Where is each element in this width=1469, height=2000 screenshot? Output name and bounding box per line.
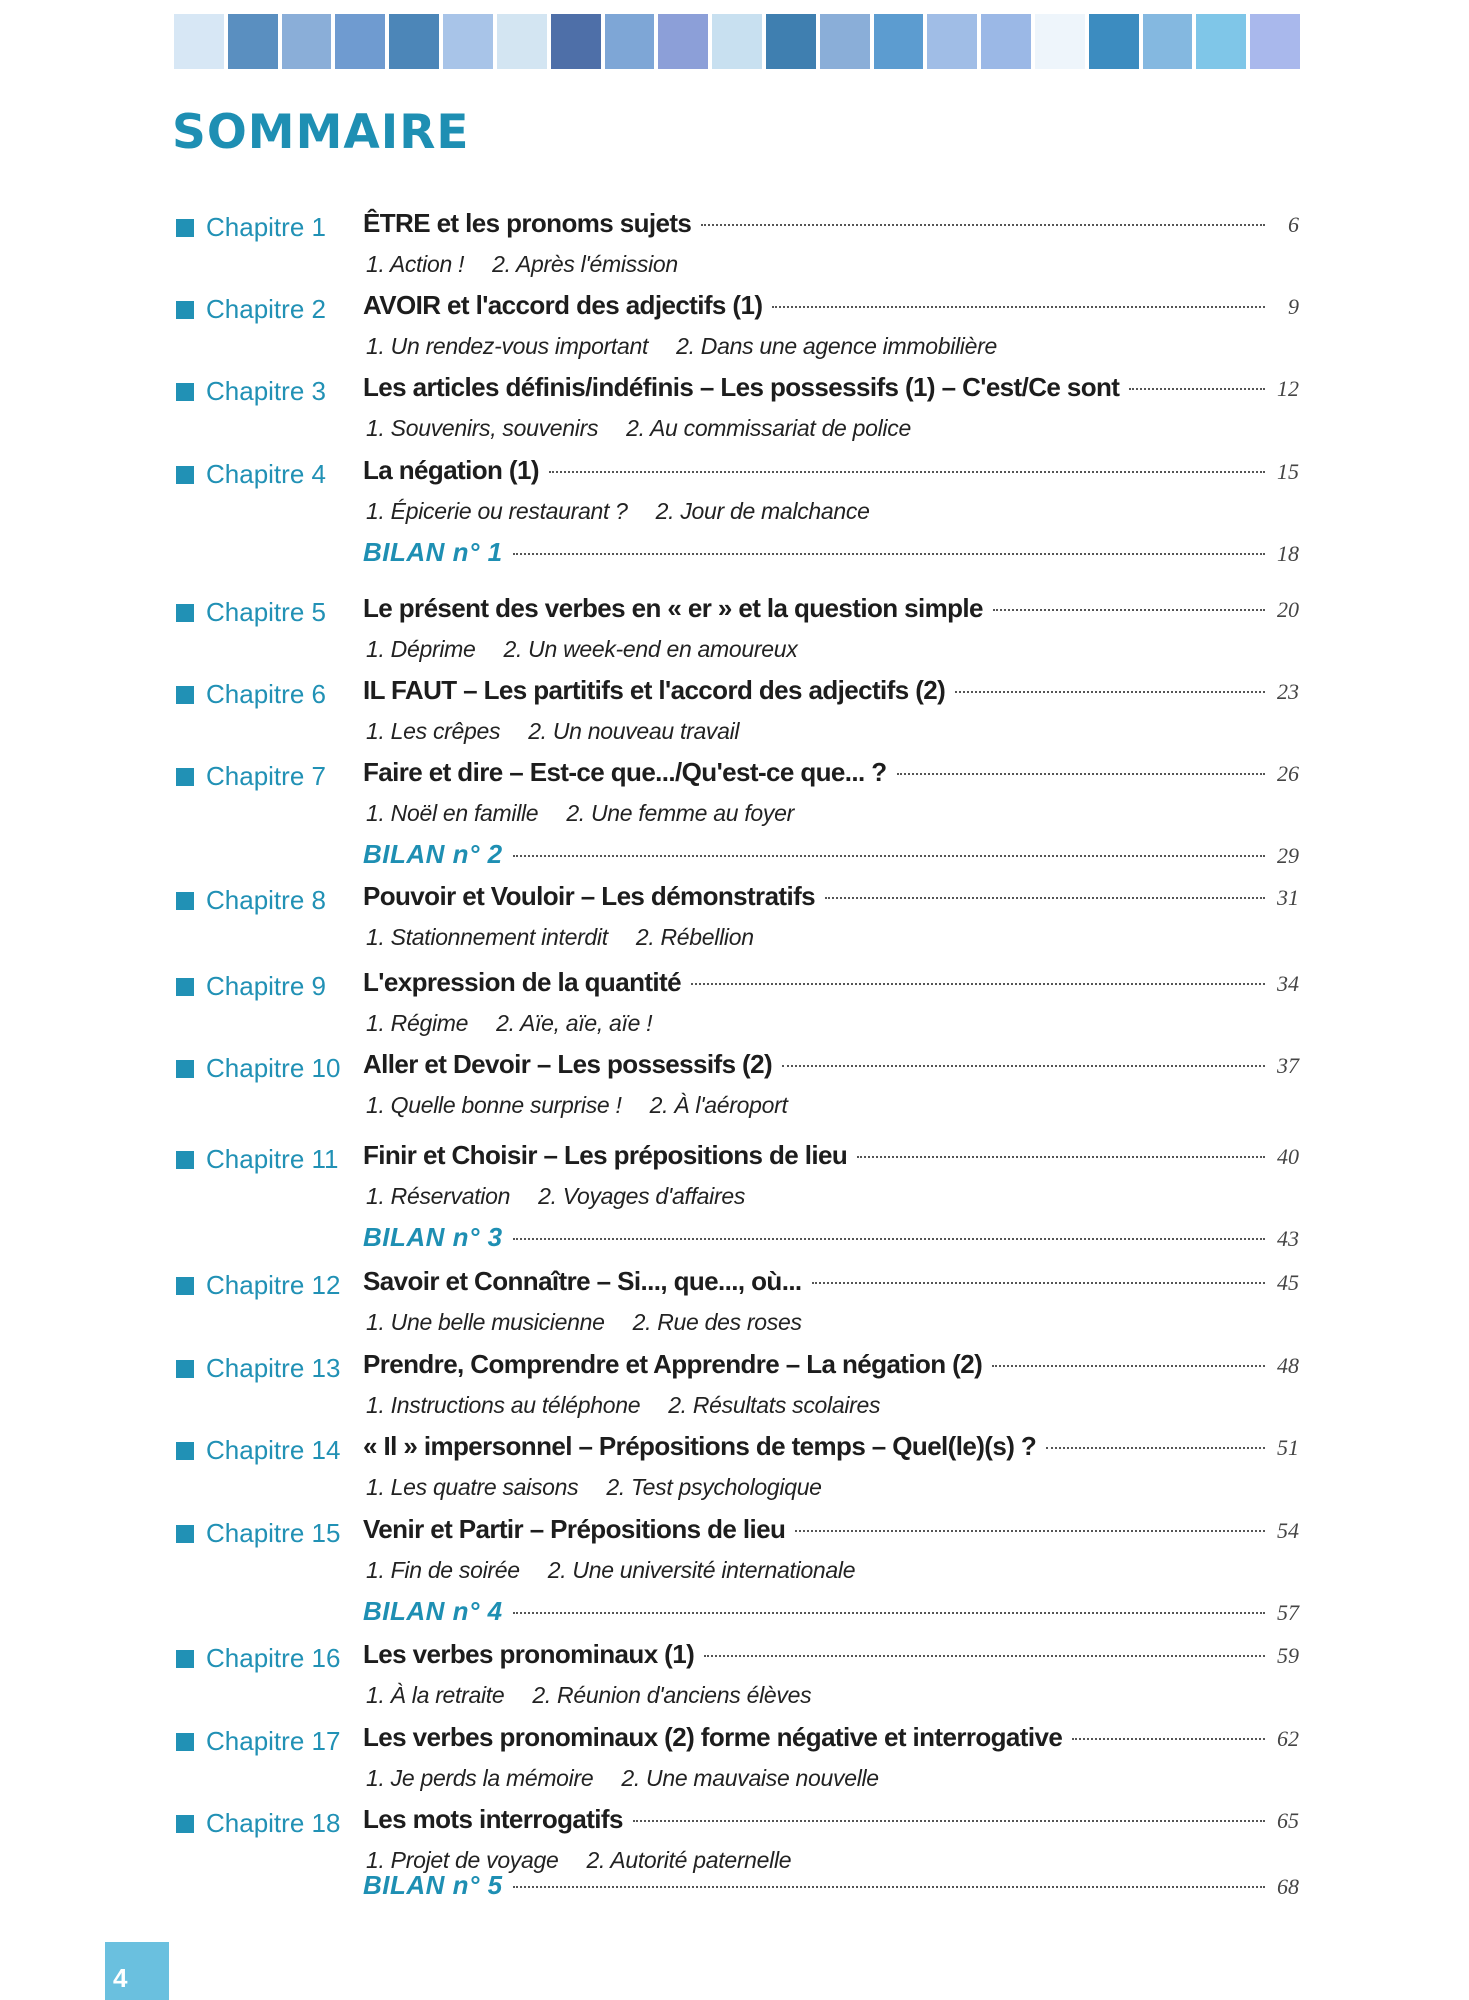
chapter-label bbox=[176, 1643, 340, 1674]
toc-chapter-row bbox=[0, 290, 1469, 330]
header-square bbox=[282, 14, 332, 69]
toc-entry bbox=[363, 1514, 1299, 1545]
section-item: 2. Une femme au foyer bbox=[566, 800, 794, 826]
square-bullet-icon bbox=[176, 1525, 194, 1543]
chapter-title: Faire et dire – Est-ce que.../Qu'est-ce que... ? bbox=[363, 757, 887, 787]
section-item: 1. Régime bbox=[366, 1010, 469, 1036]
toc-chapter-row bbox=[0, 1722, 1469, 1762]
chapter-title: Les verbes pronominaux (2) forme négative et interrogative bbox=[363, 1722, 1063, 1752]
section-item: 1. Stationnement interdit bbox=[366, 924, 608, 950]
page-ref: 51 bbox=[1277, 1435, 1299, 1460]
dot-leader bbox=[955, 691, 1265, 693]
square-bullet-icon bbox=[176, 1442, 194, 1460]
page-ref: 40 bbox=[1277, 1144, 1299, 1169]
chapter-number: Chapitre 11 bbox=[206, 1144, 339, 1174]
page-ref: 31 bbox=[1277, 885, 1299, 910]
dot-leader bbox=[992, 1365, 1265, 1367]
toc-entry bbox=[363, 1140, 1299, 1171]
dot-leader bbox=[704, 1655, 1265, 1657]
chapter-number: Chapitre 15 bbox=[206, 1518, 341, 1548]
chapter-number: Chapitre 16 bbox=[206, 1643, 341, 1673]
section-item: 1. Les crêpes bbox=[366, 718, 501, 744]
toc-entry bbox=[363, 1870, 1299, 1901]
toc-entry bbox=[363, 1266, 1299, 1297]
square-bullet-icon bbox=[176, 604, 194, 622]
chapter-label bbox=[176, 459, 326, 490]
dot-leader bbox=[812, 1282, 1265, 1284]
page-ref: 54 bbox=[1277, 1518, 1299, 1543]
header-square bbox=[551, 14, 601, 69]
toc-entry bbox=[363, 372, 1299, 403]
page-ref: 43 bbox=[1277, 1226, 1299, 1251]
bilan-title: BILAN n° 1 bbox=[363, 537, 503, 567]
chapter-label bbox=[176, 1353, 340, 1384]
page-ref: 12 bbox=[1277, 376, 1299, 401]
chapter-label bbox=[176, 1726, 340, 1757]
toc-entry bbox=[363, 1049, 1299, 1080]
toc-entry bbox=[363, 881, 1299, 912]
chapter-sections bbox=[366, 415, 939, 442]
chapter-number: Chapitre 14 bbox=[206, 1435, 341, 1465]
chapter-sections bbox=[366, 498, 898, 525]
dot-leader bbox=[513, 1238, 1265, 1240]
header-color-bar bbox=[174, 14, 1300, 69]
chapter-title: Prendre, Comprendre et Apprendre – La négation (2) bbox=[363, 1349, 983, 1379]
toc-bilan-row bbox=[0, 1596, 1469, 1636]
toc-chapter-row bbox=[0, 1804, 1469, 1844]
chapter-title: L'expression de la quantité bbox=[363, 967, 681, 997]
square-bullet-icon bbox=[176, 686, 194, 704]
chapter-number: Chapitre 13 bbox=[206, 1353, 341, 1383]
square-bullet-icon bbox=[176, 1151, 194, 1169]
header-square bbox=[766, 14, 816, 69]
section-item: 2. Une mauvaise nouvelle bbox=[621, 1765, 879, 1791]
square-bullet-icon bbox=[176, 978, 194, 996]
dot-leader bbox=[513, 553, 1265, 555]
header-square bbox=[335, 14, 385, 69]
chapter-title: ÊTRE et les pronoms sujets bbox=[363, 208, 692, 238]
chapter-title: Les mots interrogatifs bbox=[363, 1804, 623, 1834]
chapter-sections bbox=[366, 1183, 773, 1210]
toc-chapter-row bbox=[0, 1349, 1469, 1389]
square-bullet-icon bbox=[176, 1060, 194, 1078]
section-item: 2. Aïe, aïe, aïe ! bbox=[496, 1010, 653, 1036]
page-ref: 34 bbox=[1277, 971, 1299, 996]
toc-chapter-row bbox=[0, 675, 1469, 715]
section-item: 1. Je perds la mémoire bbox=[366, 1765, 594, 1791]
chapter-title: AVOIR et l'accord des adjectifs (1) bbox=[363, 290, 763, 320]
header-square bbox=[1250, 14, 1300, 69]
page-ref: 20 bbox=[1277, 597, 1299, 622]
chapter-label bbox=[176, 971, 326, 1002]
page-ref: 6 bbox=[1288, 212, 1299, 237]
chapter-label bbox=[176, 1808, 340, 1839]
page-ref: 68 bbox=[1277, 1874, 1299, 1899]
chapter-label bbox=[176, 1518, 340, 1549]
section-item: 1. Déprime bbox=[366, 636, 476, 662]
section-item: 1. Un rendez-vous important bbox=[366, 333, 649, 359]
dot-leader bbox=[782, 1065, 1265, 1067]
chapter-label bbox=[176, 212, 326, 243]
bilan-title: BILAN n° 3 bbox=[363, 1222, 503, 1252]
chapter-title: Pouvoir et Vouloir – Les démonstratifs bbox=[363, 881, 816, 911]
chapter-label bbox=[176, 885, 326, 916]
chapter-label bbox=[176, 761, 326, 792]
header-square bbox=[820, 14, 870, 69]
section-item: 2. Dans une agence immobilière bbox=[676, 333, 997, 359]
section-item: 1. Souvenirs, souvenirs bbox=[366, 415, 599, 441]
chapter-sections bbox=[366, 1010, 680, 1037]
header-square bbox=[658, 14, 708, 69]
page-ref: 37 bbox=[1277, 1053, 1299, 1078]
section-item: 2. Autorité paternelle bbox=[586, 1847, 792, 1873]
header-square bbox=[1035, 14, 1085, 69]
toc-bilan-row bbox=[0, 537, 1469, 577]
page-ref: 57 bbox=[1277, 1600, 1299, 1625]
section-item: 1. Une belle musicienne bbox=[366, 1309, 605, 1335]
section-item: 2. Test psychologique bbox=[606, 1474, 822, 1500]
header-square bbox=[1089, 14, 1139, 69]
toc-entry bbox=[363, 1222, 1299, 1253]
dot-leader bbox=[513, 855, 1265, 857]
section-item: 2. Au commissariat de police bbox=[626, 415, 911, 441]
toc-chapter-row bbox=[0, 593, 1469, 633]
header-square bbox=[174, 14, 224, 69]
chapter-number: Chapitre 10 bbox=[206, 1053, 341, 1083]
chapter-sections bbox=[366, 1392, 908, 1419]
toc-bilan-row bbox=[0, 1222, 1469, 1262]
page-ref: 29 bbox=[1277, 843, 1299, 868]
chapter-title: « Il » impersonnel – Prépositions de temps – Quel(le)(s) ? bbox=[363, 1431, 1037, 1461]
toc-entry bbox=[363, 1722, 1299, 1753]
chapter-label bbox=[176, 679, 326, 710]
chapter-number: Chapitre 3 bbox=[206, 376, 326, 406]
square-bullet-icon bbox=[176, 1733, 194, 1751]
chapter-number: Chapitre 4 bbox=[206, 459, 326, 489]
page-ref: 45 bbox=[1277, 1270, 1299, 1295]
bilan-title: BILAN n° 5 bbox=[363, 1870, 503, 1900]
section-item: 1. À la retraite bbox=[366, 1682, 505, 1708]
toc-entry bbox=[363, 1596, 1299, 1627]
toc-entry bbox=[363, 1349, 1299, 1380]
toc-entry bbox=[363, 290, 1299, 321]
chapter-title: Savoir et Connaître – Si..., que..., où... bbox=[363, 1266, 802, 1296]
chapter-label bbox=[176, 597, 326, 628]
header-square bbox=[497, 14, 547, 69]
page-title: SOMMAIRE bbox=[172, 105, 470, 160]
dot-leader bbox=[1072, 1738, 1265, 1740]
toc-bilan-row bbox=[0, 839, 1469, 879]
chapter-label bbox=[176, 376, 326, 407]
section-item: 1. Les quatre saisons bbox=[366, 1474, 579, 1500]
toc-chapter-row bbox=[0, 1431, 1469, 1471]
square-bullet-icon bbox=[176, 383, 194, 401]
chapter-sections bbox=[366, 718, 767, 745]
square-bullet-icon bbox=[176, 219, 194, 237]
chapter-number: Chapitre 17 bbox=[206, 1726, 341, 1756]
dot-leader bbox=[772, 306, 1265, 308]
header-square bbox=[1196, 14, 1246, 69]
header-square bbox=[927, 14, 977, 69]
chapter-sections bbox=[366, 251, 706, 278]
dot-leader bbox=[1129, 388, 1265, 390]
dot-leader bbox=[795, 1530, 1265, 1532]
page-ref: 15 bbox=[1277, 459, 1299, 484]
page-ref: 65 bbox=[1277, 1808, 1299, 1833]
toc-entry bbox=[363, 455, 1299, 486]
dot-leader bbox=[549, 471, 1265, 473]
section-item: 2. Un nouveau travail bbox=[528, 718, 740, 744]
chapter-sections bbox=[366, 800, 822, 827]
header-square bbox=[443, 14, 493, 69]
section-item: 2. Rue des roses bbox=[632, 1309, 802, 1335]
chapter-label bbox=[176, 294, 326, 325]
chapter-number: Chapitre 5 bbox=[206, 597, 326, 627]
square-bullet-icon bbox=[176, 466, 194, 484]
toc-bilan-row bbox=[0, 1870, 1469, 1910]
dot-leader bbox=[897, 773, 1265, 775]
section-item: 2. Résultats scolaires bbox=[668, 1392, 881, 1418]
toc-entry bbox=[363, 757, 1299, 788]
page-ref: 23 bbox=[1277, 679, 1299, 704]
page-ref: 9 bbox=[1288, 294, 1299, 319]
toc-entry bbox=[363, 593, 1299, 624]
page-ref: 48 bbox=[1277, 1353, 1299, 1378]
toc-entry bbox=[363, 967, 1299, 998]
chapter-label bbox=[176, 1053, 340, 1084]
square-bullet-icon bbox=[176, 1650, 194, 1668]
chapter-title: Finir et Choisir – Les prépositions de lieu bbox=[363, 1140, 848, 1170]
section-item: 2. Voyages d'affaires bbox=[538, 1183, 746, 1209]
toc-entry bbox=[363, 537, 1299, 568]
header-square bbox=[1143, 14, 1193, 69]
toc-chapter-row bbox=[0, 372, 1469, 412]
dot-leader bbox=[993, 609, 1265, 611]
toc-entry bbox=[363, 208, 1299, 239]
dot-leader bbox=[513, 1612, 1265, 1614]
toc-entry bbox=[363, 675, 1299, 706]
chapter-sections bbox=[366, 1765, 907, 1792]
chapter-sections bbox=[366, 1557, 883, 1584]
toc-chapter-row bbox=[0, 967, 1469, 1007]
chapter-title: Venir et Partir – Prépositions de lieu bbox=[363, 1514, 786, 1544]
chapter-title: Aller et Devoir – Les possessifs (2) bbox=[363, 1049, 773, 1079]
bilan-title: BILAN n° 4 bbox=[363, 1596, 503, 1626]
toc-chapter-row bbox=[0, 1639, 1469, 1679]
section-item: 2. Réunion d'anciens élèves bbox=[532, 1682, 812, 1708]
dot-leader bbox=[633, 1820, 1265, 1822]
page-ref: 59 bbox=[1277, 1643, 1299, 1668]
square-bullet-icon bbox=[176, 892, 194, 910]
chapter-number: Chapitre 7 bbox=[206, 761, 326, 791]
section-item: 1. Action ! bbox=[366, 251, 465, 277]
toc-chapter-row bbox=[0, 881, 1469, 921]
chapter-number: Chapitre 6 bbox=[206, 679, 326, 709]
square-bullet-icon bbox=[176, 1360, 194, 1378]
toc-entry bbox=[363, 1431, 1299, 1462]
chapter-sections bbox=[366, 1092, 816, 1119]
header-square bbox=[874, 14, 924, 69]
chapter-label bbox=[176, 1144, 339, 1175]
header-square bbox=[605, 14, 655, 69]
dot-leader bbox=[857, 1156, 1265, 1158]
chapter-title: La négation (1) bbox=[363, 455, 539, 485]
dot-leader bbox=[701, 224, 1265, 226]
toc-chapter-row bbox=[0, 455, 1469, 495]
bilan-title: BILAN n° 2 bbox=[363, 839, 503, 869]
chapter-sections bbox=[366, 1682, 839, 1709]
section-item: 1. Instructions au téléphone bbox=[366, 1392, 641, 1418]
chapter-number: Chapitre 1 bbox=[206, 212, 326, 242]
dot-leader bbox=[825, 897, 1265, 899]
dot-leader bbox=[691, 983, 1265, 985]
section-item: 2. Une université internationale bbox=[547, 1557, 856, 1583]
section-item: 1. Fin de soirée bbox=[366, 1557, 520, 1583]
square-bullet-icon bbox=[176, 768, 194, 786]
toc-chapter-row bbox=[0, 208, 1469, 248]
page-ref: 18 bbox=[1277, 541, 1299, 566]
toc-chapter-row bbox=[0, 1049, 1469, 1089]
chapter-sections bbox=[366, 1474, 850, 1501]
section-item: 1. Réservation bbox=[366, 1183, 511, 1209]
chapter-number: Chapitre 9 bbox=[206, 971, 326, 1001]
section-item: 1. Épicerie ou restaurant ? bbox=[366, 498, 628, 524]
chapter-title: Les articles définis/indéfinis – Les possessifs (1) – C'est/Ce sont bbox=[363, 372, 1120, 402]
square-bullet-icon bbox=[176, 301, 194, 319]
chapter-number: Chapitre 18 bbox=[206, 1808, 341, 1838]
section-item: 2. Jour de malchance bbox=[655, 498, 870, 524]
square-bullet-icon bbox=[176, 1815, 194, 1833]
section-item: 1. Projet de voyage bbox=[366, 1847, 559, 1873]
section-item: 2. Rébellion bbox=[635, 924, 754, 950]
toc-chapter-row bbox=[0, 757, 1469, 797]
page-ref: 26 bbox=[1277, 761, 1299, 786]
page-number: 4 bbox=[105, 1942, 169, 2000]
chapter-sections bbox=[366, 924, 782, 951]
dot-leader bbox=[1046, 1447, 1265, 1449]
chapter-label bbox=[176, 1270, 340, 1301]
header-square bbox=[712, 14, 762, 69]
chapter-sections bbox=[366, 333, 1025, 360]
toc-entry bbox=[363, 1804, 1299, 1835]
square-bullet-icon bbox=[176, 1277, 194, 1295]
chapter-sections bbox=[366, 1309, 830, 1336]
header-square bbox=[981, 14, 1031, 69]
chapter-title: IL FAUT – Les partitifs et l'accord des adjectifs (2) bbox=[363, 675, 946, 705]
dot-leader bbox=[513, 1886, 1265, 1888]
toc-chapter-row bbox=[0, 1266, 1469, 1306]
page-ref: 62 bbox=[1277, 1726, 1299, 1751]
header-square bbox=[389, 14, 439, 69]
chapter-sections bbox=[366, 636, 825, 663]
section-item: 2. Un week-end en amoureux bbox=[503, 636, 798, 662]
chapter-number: Chapitre 8 bbox=[206, 885, 326, 915]
header-square bbox=[228, 14, 278, 69]
toc-entry bbox=[363, 1639, 1299, 1670]
toc-chapter-row bbox=[0, 1514, 1469, 1554]
toc-chapter-row bbox=[0, 1140, 1469, 1180]
section-item: 1. Quelle bonne surprise ! bbox=[366, 1092, 622, 1118]
section-item: 2. Après l'émission bbox=[492, 251, 678, 277]
chapter-title: Le présent des verbes en « er » et la question simple bbox=[363, 593, 983, 623]
section-item: 1. Noël en famille bbox=[366, 800, 539, 826]
chapter-label bbox=[176, 1435, 340, 1466]
section-item: 2. À l'aéroport bbox=[649, 1092, 788, 1118]
chapter-number: Chapitre 2 bbox=[206, 294, 326, 324]
chapter-number: Chapitre 12 bbox=[206, 1270, 341, 1300]
chapter-title: Les verbes pronominaux (1) bbox=[363, 1639, 695, 1669]
toc-entry bbox=[363, 839, 1299, 870]
